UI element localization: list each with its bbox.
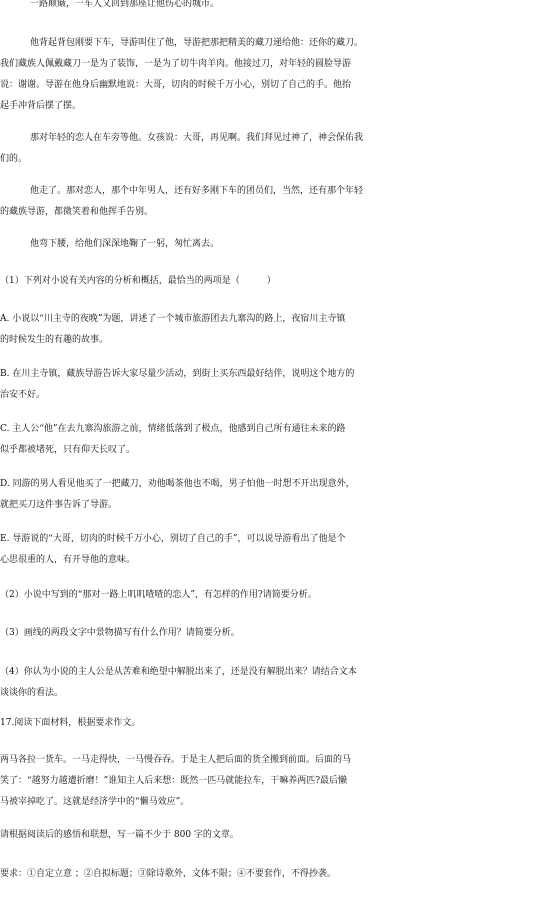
question-text: （4）你认为小说的主人公是从苦难和绝望中解脱出来了，还是没有解脱出来？请结合文本 bbox=[0, 667, 357, 677]
material-line: 笑了：“越努力越遭折磨！”谁知主人后来想：既然一匹马就能拉车，干嘛养两匹?最后懒 bbox=[0, 776, 348, 786]
material-line: 马被宰掉吃了。这就是经济学中的“懒马效应”。 bbox=[0, 797, 190, 807]
option-line: D. 同游的男人看见他买了一把藏刀，劝他喝茶他也不喝，男子怕他一时想不开出现意外， bbox=[0, 479, 355, 489]
text-line: 他弯下腰，给他们深深地鞠了一躬，匆忙离去。 bbox=[30, 239, 220, 249]
text-line: 一路颠簸，一车人又回到那座让他伤心的城市。 bbox=[30, 0, 220, 9]
question-text: （2）小说中写到的“那对一路上叽叽喳喳的恋人”，有怎样的作用?请简要分析。 bbox=[0, 590, 317, 600]
text-line: 我们藏族人佩戴藏刀一是为了装饰，一是为了切牛肉羊肉。他接过刀，对年轻的圆脸导游 bbox=[0, 59, 352, 69]
paragraph bbox=[0, 234, 554, 255]
material-line: 两马各拉一货车。一马走得快，一马慢吞吞。于是主人把后面的货全搬到前面。后面的马 bbox=[0, 755, 352, 765]
option-line: B. 在川主寺镇，藏族导游告诉大家尽量少活动，到街上买东西最好结伴，说明这个地方的 bbox=[0, 369, 355, 379]
option-e bbox=[0, 529, 554, 571]
question-17-material bbox=[0, 750, 554, 813]
option-line: 心思很重的人，有开导他的意味。 bbox=[0, 555, 136, 565]
paragraph bbox=[0, 33, 554, 117]
option-line: A. 小说以“川主寺的夜晚”为题，讲述了一个城市旅游团去九寨沟的路上，夜宿川主寺镇 bbox=[0, 314, 346, 324]
question-text: （1）下列对小说有关内容的分析和概括，最恰当的两项是（ ） bbox=[0, 276, 276, 286]
option-line: 似乎都被堵死，只有仰天长叹了。 bbox=[0, 445, 136, 455]
prompt-text: 请根据阅读后的感悟和联想，写一篇不少于 800 字的文章。 bbox=[0, 830, 239, 840]
question-text: （3）画线的两段文字中景物描写有什么作用？请简要分析。 bbox=[0, 628, 240, 638]
option-line: 就把买刀这件事告诉了导游。 bbox=[0, 500, 118, 510]
paragraph bbox=[0, 128, 554, 170]
question-text: 谈谈你的看法。 bbox=[0, 688, 64, 698]
option-a bbox=[0, 309, 554, 351]
paragraph bbox=[0, 181, 554, 223]
text-line: 说：谢谢。导游在他身后幽默地说：大哥，切肉的时候千万小心，别切了自己的手。他抬 bbox=[0, 80, 352, 90]
question-17-prompt bbox=[0, 825, 554, 846]
option-line: 治安不好。 bbox=[0, 390, 46, 400]
question-4 bbox=[0, 662, 554, 704]
option-line: C. 主人公“他”在去九寨沟旅游之前，情绪低落到了极点，他感到自己所有通往未来的路 bbox=[0, 424, 346, 434]
paragraph bbox=[0, 0, 554, 15]
question-17-requirements bbox=[0, 864, 554, 885]
option-line: 的时候发生的有趣的故事。 bbox=[0, 335, 109, 345]
text-line: 他背起背包刚要下车，导游叫住了他，导游把那把精美的藏刀递给他：还你的藏刀。 bbox=[30, 38, 364, 48]
question-17-heading bbox=[0, 713, 554, 734]
requirements-text: 要求：①自定立意 ；②自拟标题；③除诗歌外，文体不限；④不要套作，不得抄袭。 bbox=[0, 869, 336, 879]
question-1 bbox=[0, 271, 554, 292]
option-d bbox=[0, 474, 554, 516]
text-line: 他走了。那对恋人，那个中年男人，还有好多刚下车的团员们，当然，还有那个年轻 bbox=[30, 186, 364, 196]
text-line: 起手冲背后摆了摆。 bbox=[0, 101, 82, 111]
text-line: 那对年轻的恋人在车旁等他。女孩说：大哥，再见啊。我们拜见过神了，神会保佑我 bbox=[30, 133, 364, 143]
question-heading: 17.阅读下面材料，根据要求作文。 bbox=[0, 718, 141, 728]
question-2 bbox=[0, 585, 554, 606]
option-line: E. 导游说的“大哥，切肉的时候千万小心，别切了自己的手”，可以说导游看出了他是个 bbox=[0, 534, 346, 544]
text-line: 们的。 bbox=[0, 154, 28, 164]
question-3 bbox=[0, 623, 554, 644]
option-b bbox=[0, 364, 554, 406]
option-c bbox=[0, 419, 554, 461]
text-line: 的藏族导游，都微笑着和他挥手告别。 bbox=[0, 207, 154, 217]
